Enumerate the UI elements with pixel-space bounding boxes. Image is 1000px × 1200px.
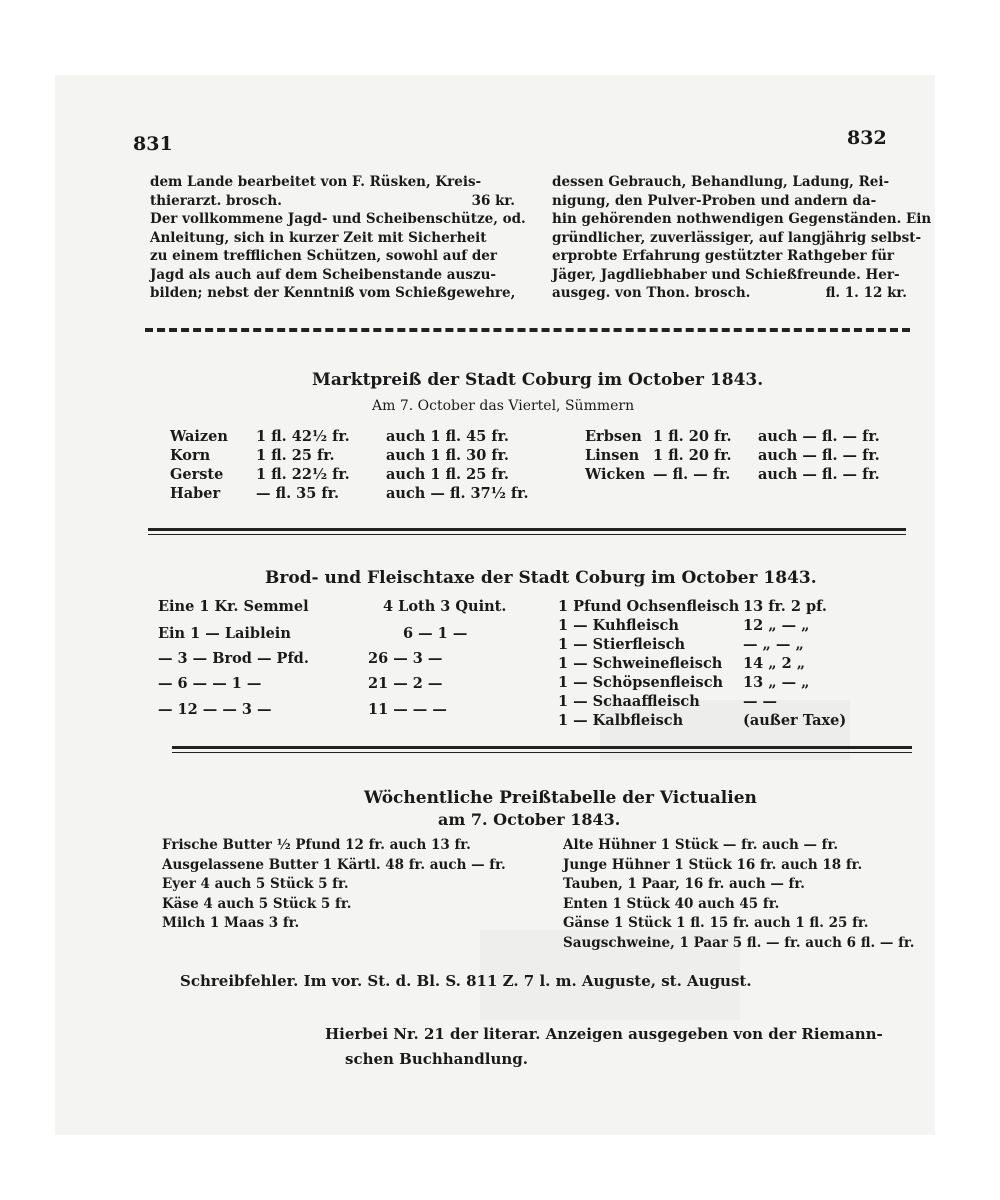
meat-row: 1 — Schaaffleisch — — <box>558 693 778 710</box>
text-line: Ausgelassene Butter 1 Kärtl. 48 fr. auch — fr. <box>162 856 506 873</box>
text-line: Gänse 1 Stück 1 fl. 15 fr. auch 1 fl. 25 fr. <box>563 915 869 931</box>
legume-row: Linsen 1 fl. 20 fr. auch — fl. — fr. <box>585 447 880 464</box>
footer-line-2: schen Buchhandlung. <box>345 1050 529 1068</box>
grain-row: Haber — fl. 35 fr. auch — fl. 37½ fr. <box>170 485 529 502</box>
bread-row: — 12 — — 3 — 11 — — — <box>158 701 447 718</box>
meat-row: 1 — Schöpsenfleisch 13 „ — „ <box>558 674 810 691</box>
text-line: gründlicher, zuverlässiger, auf langjährig selbst- <box>552 229 922 246</box>
intro-left-column <box>150 173 526 303</box>
market-title: Marktpreiß der Stadt Coburg im October 1843. <box>312 370 764 390</box>
grain-row: Gerste 1 fl. 22½ fr. auch 1 fl. 25 fr. <box>170 466 509 483</box>
text-line: zu einem trefflichen Schützen, sowohl auf der <box>150 248 497 264</box>
legume-row: Erbsen 1 fl. 20 fr. auch — fl. — fr. <box>585 428 880 445</box>
page-number-left: 831 <box>133 133 173 155</box>
bread-title: Brod- und Fleischtaxe der Stadt Coburg im October 1843. <box>265 568 817 588</box>
meat-row: 1 — Kalbfleisch (außer Taxe) <box>558 712 847 729</box>
grain-row: Waizen 1 fl. 42½ fr. auch 1 fl. 45 fr. <box>170 428 509 445</box>
text-line: Junge Hühner 1 Stück 16 fr. auch 18 fr. <box>563 856 863 873</box>
text-line: Saugschweine, 1 Paar 5 fl. — fr. auch 6 fl. — fr. <box>563 934 915 951</box>
page-number-right: 832 <box>847 127 887 149</box>
text-line: Frische Butter ½ Pfund 12 fr. auch 13 fr. <box>162 837 471 853</box>
meat-row: 1 — Schweinefleisch 14 „ 2 „ <box>558 655 806 672</box>
market-subtitle: Am 7. October das Viertel, Sümmern <box>372 398 635 414</box>
text-line: Käse 4 auch 5 Stück 5 fr. <box>162 895 352 912</box>
text-line: erprobte Erfahrung gestützter Rathgeber für <box>552 248 895 264</box>
grain-row: Korn 1 fl. 25 fr. auch 1 fl. 30 fr. <box>170 447 509 464</box>
dashed-divider <box>145 328 910 332</box>
text-line: Eyer 4 auch 5 Stück 5 fr. <box>162 876 349 892</box>
text-line: Milch 1 Maas 3 fr. <box>162 915 300 931</box>
meat-row: 1 — Kuhfleisch 12 „ — „ <box>558 617 810 634</box>
double-divider <box>148 528 906 535</box>
weekly-subtitle: am 7. October 1843. <box>438 810 621 829</box>
text-line: nigung, den Pulver-Proben und andern da- <box>552 192 877 209</box>
legume-row: Wicken — fl. — fr. auch — fl. — fr. <box>585 466 880 483</box>
bread-header-row: Eine 1 Kr. Semmel 4 Loth 3 Quint. <box>158 598 507 615</box>
text-line: dem Lande bearbeitet von F. Rüsken, Kreis- <box>150 174 482 190</box>
weekly-right-column <box>563 836 915 953</box>
weekly-title: Wöchentliche Preißtabelle der Victualien <box>364 788 757 808</box>
text-line: ausgeg. von Thon. brosch. fl. 1. 12 kr. <box>552 285 907 301</box>
text-line: hin gehörenden nothwendigen Gegenständen. Ein <box>552 211 932 227</box>
text-line: Enten 1 Stück 40 auch 45 fr. <box>563 895 780 912</box>
text-line: Tauben, 1 Paar, 16 fr. auch — fr. <box>563 876 805 892</box>
bread-row: — 3 — Brod — Pfd. 26 — 3 — <box>158 650 443 667</box>
weekly-left-column <box>162 836 506 934</box>
text-line: Anleitung, sich in kurzer Zeit mit Sicherheit <box>150 229 487 246</box>
erratum-line: Schreibfehler. Im vor. St. d. Bl. S. 811 Z. 7 l. m. Auguste, st. August. <box>180 972 752 990</box>
text-line: dessen Gebrauch, Behandlung, Ladung, Rei- <box>552 174 890 190</box>
bread-row: — 6 — — 1 — 21 — 2 — <box>158 675 443 692</box>
double-divider <box>172 746 912 753</box>
text-line: Jagd als auch auf dem Scheibenstande auszu- <box>150 266 496 283</box>
meat-row: 1 Pfund Ochsenfleisch 13 fr. 2 pf. <box>558 598 827 615</box>
text-line: Alte Hühner 1 Stück — fr. auch — fr. <box>563 837 839 853</box>
text-line: Jäger, Jagdliebhaber und Schießfreunde. Her- <box>552 266 900 283</box>
bread-row: Ein 1 — Laiblein 6 — 1 — <box>158 625 468 642</box>
intro-right-column <box>552 173 932 303</box>
text-line: Der vollkommene Jagd- und Scheibenschütze, od. <box>150 211 526 227</box>
footer-line-1: Hierbei Nr. 21 der literar. Anzeigen ausgegeben von der Riemann- <box>325 1025 883 1043</box>
text-line: thierarzt. brosch. 36 kr. <box>150 192 515 209</box>
text-line: bilden; nebst der Kenntniß vom Schießgewehre, <box>150 285 516 301</box>
meat-row: 1 — Stierfleisch — „ — „ <box>558 636 804 653</box>
